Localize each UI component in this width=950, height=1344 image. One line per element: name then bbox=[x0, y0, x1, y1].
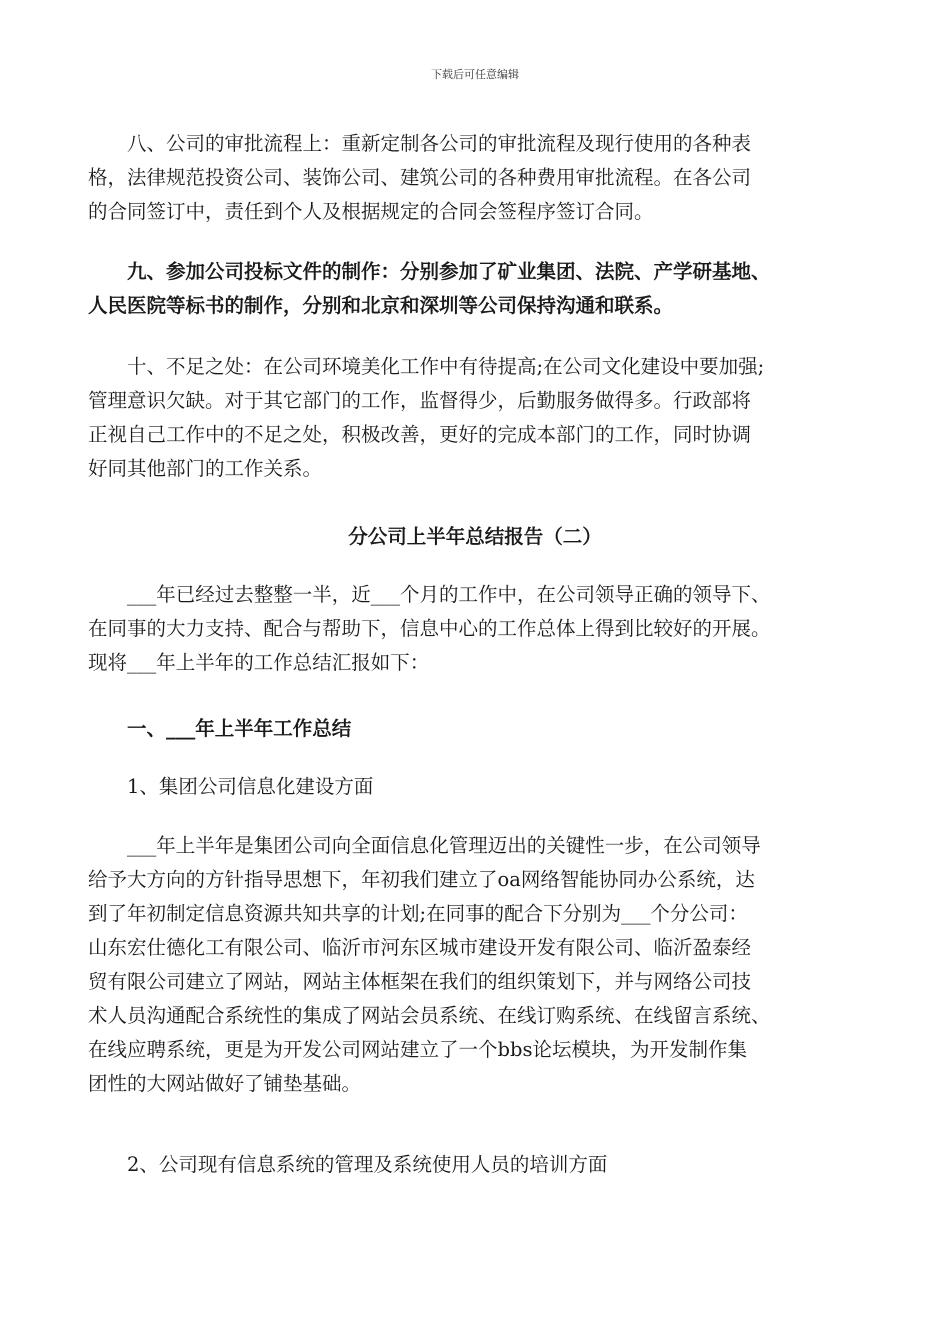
text-line: 到了年初制定信息资源共知共享的计划;在同事的配合下分别为___个分公司： bbox=[88, 902, 748, 925]
text-line: 山东宏仕德化工有限公司、临沂市河东区城市建设开发有限公司、临沂盈泰经 bbox=[88, 936, 752, 959]
text-line: 在同事的大力支持、配合与帮助下，信息中心的工作总体上得到比较好的开展。 bbox=[88, 617, 771, 640]
text-line: 管理意识欠缺。对于其它部门的工作，监督得少，后勤服务做得多。行政部将 bbox=[88, 389, 752, 412]
paragraph-10 bbox=[88, 350, 866, 486]
text-line: ___年上半年是集团公司向全面信息化管理迈出的关键性一步，在公司领导 bbox=[88, 834, 761, 857]
text-line: 团性的大网站做好了铺垫基础。 bbox=[88, 1072, 362, 1095]
text-line: 给予大方向的方针指导思想下，年初我们建立了oa网络智能协同办公系统，达 bbox=[88, 868, 755, 891]
subheading-2: 2、公司现有信息系统的管理及系统使用人员的培训方面 bbox=[88, 1153, 608, 1176]
intro-paragraph bbox=[88, 578, 866, 680]
text-line: 好同其他部门的工作关系。 bbox=[88, 457, 323, 480]
text-line: 格，法律规范投资公司、装饰公司、建筑公司的各种费用审批流程。在各公司 bbox=[88, 166, 752, 189]
paragraph-9 bbox=[88, 255, 866, 323]
heading-1: 一、___年上半年工作总结 bbox=[88, 717, 352, 740]
text-line: 术人员沟通配合系统性的集成了网站会员系统、在线订购系统、在线留言系统、 bbox=[88, 1004, 771, 1027]
text-line: 的合同签订中，责任到个人及根据规定的合同会签程序签订合同。 bbox=[88, 200, 654, 223]
text-line: 在线应聘系统，更是为开发公司网站建立了一个bbs论坛模块，为开发制作集 bbox=[88, 1038, 747, 1061]
section-title: 分公司上半年总结报告（二） bbox=[348, 525, 602, 548]
text-line: 人民医院等标书的制作，分别和北京和深圳等公司保持沟通和联系。 bbox=[88, 294, 674, 317]
page-header: 下载后可任意编辑 bbox=[431, 68, 519, 81]
text-line: 正视自己工作中的不足之处，积极改善，更好的完成本部门的工作，同时协调 bbox=[88, 423, 752, 446]
text-line: 十、不足之处：在公司环境美化工作中有待提高;在公司文化建设中要加强; bbox=[88, 355, 765, 378]
subsection-1-body bbox=[88, 829, 866, 1101]
text-line: 现将___年上半年的工作总结汇报如下： bbox=[88, 651, 430, 674]
text-line: ___年已经过去整整一半，近___个月的工作中，在公司领导正确的领导下、 bbox=[88, 583, 771, 606]
text-line: 九、参加公司投标文件的制作：分别参加了矿业集团、法院、产学研基地、 bbox=[88, 260, 771, 283]
paragraph-8 bbox=[88, 127, 866, 229]
text-line: 八、公司的审批流程上：重新定制各公司的审批流程及现行使用的各种表 bbox=[88, 132, 752, 155]
text-line: 贸有限公司建立了网站，网站主体框架在我们的组织策划下，并与网络公司技 bbox=[88, 970, 752, 993]
subheading-1: 1、集团公司信息化建设方面 bbox=[88, 775, 374, 798]
